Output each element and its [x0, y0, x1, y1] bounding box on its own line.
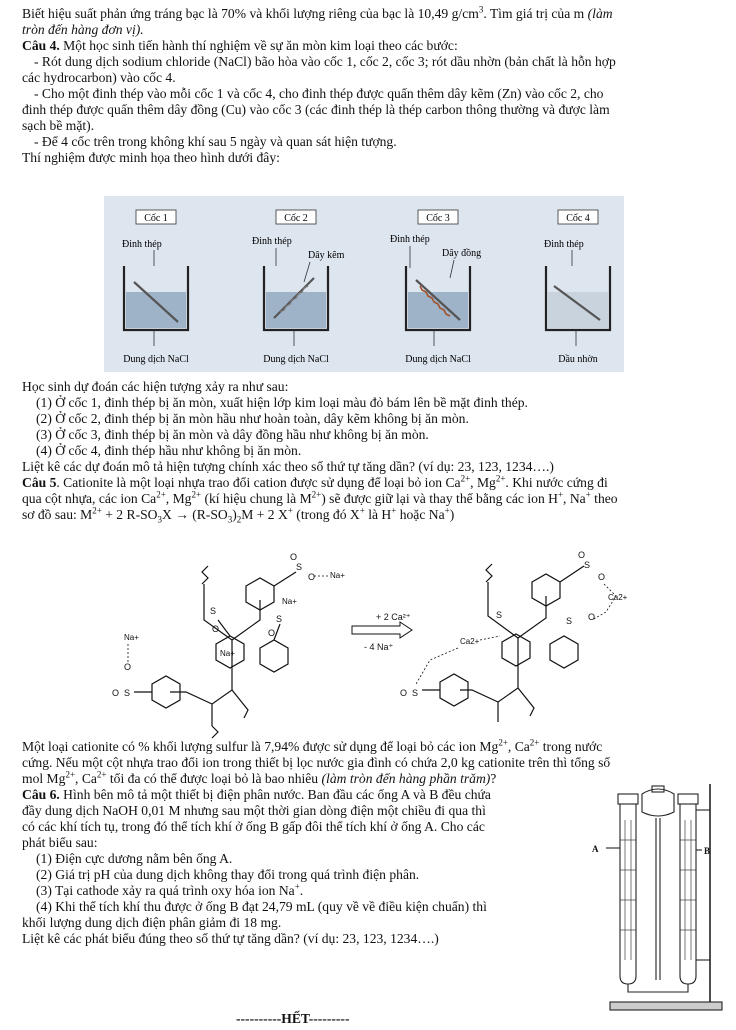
na-ion-label: Na+ [124, 633, 139, 642]
sulfur-atom: S [566, 616, 573, 626]
electrolysis-apparatus [590, 780, 726, 1016]
exchange-arrow [352, 612, 412, 652]
beaker-3-title: Cốc 3 [426, 213, 450, 224]
end-marker: ----------HẾT--------- [236, 1011, 350, 1026]
sulfur-atom: S [276, 614, 283, 624]
beaker-2-nail-label: Đinh thép [252, 236, 292, 247]
tube-a-label: A [592, 844, 599, 854]
q6-statement-2: (2) Giá trị pH của dung dịch không thay đổi trong quá trình điện phân. [36, 867, 420, 882]
q6-line3: có các khí tích tụ, trong đó thể tích khí ở ống B gấp đôi thể tích khí ở ống A. Cho các [22, 819, 485, 834]
beaker-3-wire-label: Dây đồng [442, 248, 482, 259]
sulfur-atom: S [210, 606, 217, 616]
q4-figure-intro: Thí nghiệm được minh họa theo hình dưới đây: [22, 150, 280, 165]
q4-prediction-2: (2) Ở cốc 2, đinh thép bị ăn mòn hầu như hoàn toàn, dây kẽm không bị ăn mòn. [36, 411, 469, 426]
oxygen-atom: O [308, 572, 316, 582]
oxygen-atom: O [124, 662, 132, 672]
beaker-2-wire-label: Dây kẽm [308, 250, 345, 261]
q4-step2-line1: - Cho một đinh thép vào mỗi cốc 1 và cốc 4, cho đinh thép được quấn thêm dây kẽm (Zn) vào cốc 2, cho [34, 86, 604, 101]
q4-step2-line3: sạch bề mặt). [22, 118, 95, 133]
sulfur-atom: S [584, 560, 591, 570]
beaker-4-nail-label: Đinh thép [544, 239, 584, 250]
oxygen-atom: O [112, 688, 120, 698]
q6-label: Câu 6. [22, 787, 60, 802]
oxygen-atom: O [578, 550, 586, 560]
q4-step2-line2: đinh thép được quấn thêm dây đồng (Cu) vào cốc 3 (các đinh thép là thép carbon thông thường và được làm [22, 102, 610, 117]
resin-before [134, 566, 296, 738]
tube-b [678, 794, 698, 984]
na-ion-label: Na+ [282, 597, 297, 606]
beaker-1-title: Cốc 1 [144, 213, 168, 224]
sulfur-atom: S [412, 688, 419, 698]
q5-body-line2: cứng. Nếu một cột nhựa trao đổi ion trong thiết bị lọc nước gia đình có chứa 2,0 kg cationite trên thì tổng số [22, 755, 611, 770]
q4-step1-line2: các hydrocarbon) vào cốc 4. [22, 70, 176, 85]
arrow-remove-label: - 4 Na⁺ [364, 642, 394, 652]
rounding-note: tròn đến hàng đơn vị). [22, 22, 144, 37]
q4-prediction-intro: Học sinh dự đoán các hiện tượng xảy ra như sau: [22, 379, 289, 394]
sulfur-atom: S [496, 610, 503, 620]
oxygen-atom: O [290, 552, 298, 562]
oxygen-atom: O [400, 688, 408, 698]
q6-statement-3: (3) Tại cathode xảy ra quá trình oxy hóa ion Na+. [36, 881, 304, 898]
q5-line2: qua cột nhựa, các ion $Ca^{2+}$, $Mg^{2+}$ (kí hiệu chung là $M^{2+}$) sẽ được giữ lại và thay thế bằng các ion H+, Na+ theo [22, 489, 618, 506]
beaker-3-solution-label: Dung dịch NaCl [405, 354, 471, 365]
q5-equation: sơ đồ sau: $M^{2+} + 2$ $R-SO_3X \to (R-SO_3)_2M + 2$ X+ (trong đó X+ là H+ hoặc Na+) [22, 505, 455, 525]
beaker-2-solution-label: Dung dịch NaCl [263, 354, 329, 365]
oxygen-atom: O [598, 572, 606, 582]
q4-step1-line1: - Rót dung dịch sodium chloride (NaCl) bão hòa vào cốc 1, cốc 2, cốc 3; rót dầu nhờn (bản chất là hỗn hợp [34, 54, 616, 69]
beakers-figure [104, 196, 624, 372]
q5-line1: Câu 5. Cationite là một loại nhựa trao đổi cation được sử dụng để loại bỏ ion $Ca^{2+}$, $Mg^{2+}$. Khi nước cứng đi [22, 473, 608, 490]
q4-prediction-1: (1) Ở cốc 1, đinh thép bị ăn mòn, xuất hiện lớp kim loại màu đỏ bám lên bề mặt đinh thép. [36, 395, 528, 410]
sulfur-atom: S [296, 562, 303, 572]
ca-ion-label: Ca2+ [608, 593, 628, 602]
resin-after [422, 564, 584, 722]
q4-title: Câu 4. Một học sinh tiến hành thí nghiệm về sự ăn mòn kim loại theo các bước: [22, 38, 458, 53]
oxygen-atom: O [268, 628, 276, 638]
q5-label: Câu 5 [22, 475, 57, 490]
ion-exchange-figure [100, 540, 660, 740]
beaker-4-oil-label: Dầu nhờn [558, 354, 598, 365]
q5-body-line1: Một loại cationite có % khối lượng sulfur là 7,94% được sử dụng để loại bỏ các ion $Mg^{2+}$, $Ca^{2+}$ trong nước [22, 737, 603, 754]
oxygen-atom: O [588, 612, 596, 622]
q4-step3: - Để 4 cốc trên trong không khí sau 5 ngày và quan sát hiện tượng. [34, 134, 397, 149]
q6-question: Liệt kê các phát biểu đúng theo số thứ tự tăng dần? (ví dụ: 23, 123, 1234….) [22, 931, 439, 946]
tube-a [618, 794, 638, 984]
beaker-2-title: Cốc 2 [284, 213, 308, 224]
sulfur-atom: S [124, 688, 131, 698]
q4-label: Câu 4. [22, 38, 60, 53]
na-ion-label: Na+ [330, 571, 345, 580]
q6-line2: đầy dung dịch NaOH 0,01 M nhưng sau một thời gian dòng điện một chiều đi qua thì [22, 803, 486, 818]
arrow-add-label: + 2 Ca²⁺ [376, 612, 411, 622]
reservoir-bulb [642, 789, 674, 816]
q6-statement-4-line2: khối lượng dung dịch điện phân giảm đi 18 mg. [22, 915, 282, 930]
question-continuation-line: Biết hiệu suất phản ứng tráng bạc là 70% và khối lượng riêng của bạc là 10,49 $g/cm^3$. Tìm giá trị của m (làm [22, 4, 613, 21]
q4-question: Liệt kê các dự đoán mô tả hiện tượng chính xác theo số thứ tự tăng dần? (ví dụ: 23, 123, 1234….) [22, 459, 554, 474]
ca-ion-label: Ca2+ [460, 637, 480, 646]
beaker-3-nail-label: Đinh thép [390, 234, 430, 245]
na-ion-label: Na+ [220, 649, 235, 658]
q6-statement-1: (1) Điện cực dương nằm bên ống A. [36, 851, 233, 866]
beaker-1-solution-label: Dung dịch NaCl [123, 354, 189, 365]
q4-prediction-3: (3) Ở cốc 3, đinh thép bị ăn mòn và dây đồng hầu như không bị ăn mòn. [36, 427, 429, 442]
beaker-4-title: Cốc 4 [566, 213, 590, 224]
q6-statement-4-line1: (4) Khi thể tích khí thu được ở ống B đạt 24,79 mL (quy về về điều kiện chuẩn) thì [36, 899, 487, 914]
q5-body-line3: mol $Mg^{2+}$, $Ca^{2+}$ tối đa có thể được loại bỏ là bao nhiêu (làm tròn đến hàng phần trăm)? [22, 769, 497, 786]
q6-line1: Câu 6. Hình bên mô tả một thiết bị điện phân nước. Ban đầu các ống A và B đều chứa [22, 787, 491, 802]
tube-b-label: B [704, 846, 711, 856]
q4-prediction-4: (4) Ở cốc 4, đinh thép hầu như không bị ăn mòn. [36, 443, 302, 458]
q6-line4: phát biểu sau: [22, 835, 98, 850]
beaker-1-nail-label: Đinh thép [122, 239, 162, 250]
oxygen-atom: O [212, 624, 220, 634]
